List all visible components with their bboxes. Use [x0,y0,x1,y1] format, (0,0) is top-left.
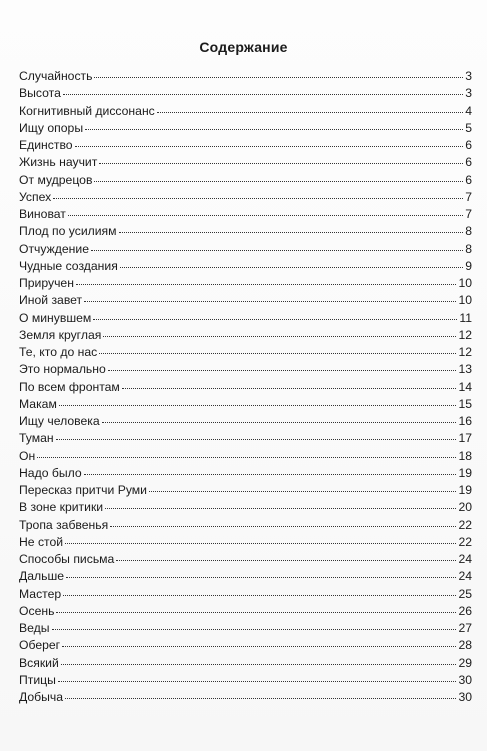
dot-leader [56,612,456,613]
dot-leader [66,577,456,578]
toc-entry [19,620,472,637]
toc-entry-title: От мудрецов [19,172,93,187]
toc-entry-title: Туман [19,431,54,446]
toc-entry [19,568,472,585]
toc-entry-title: Веды [19,621,50,635]
toc-entry-page: 9 [465,258,472,273]
dot-leader [68,215,463,216]
toc-entry-title: Не стой [19,534,64,549]
toc-entry-page: 6 [465,155,472,170]
toc-entry [19,241,472,258]
toc-entry [19,172,472,189]
toc-entry-title: Земля круглая [19,327,102,342]
page-title: Содержание [199,39,288,56]
toc-entry-page: 7 [465,207,472,221]
dot-leader [61,664,457,665]
toc-entry-title: Птицы [19,672,56,687]
dot-leader [84,301,456,302]
toc-entry-title: Плод по усилиям [19,224,117,239]
toc-entry-page: 29 [458,655,472,670]
dot-leader [63,595,456,596]
toc-entry-page: 3 [465,86,472,101]
toc-entry [19,258,472,275]
toc-entry [19,137,472,154]
toc-entry-title: Приручен [19,276,74,290]
toc-entry [19,275,472,292]
toc-entry-page: 10 [458,293,472,308]
dot-leader [122,388,457,389]
toc-entry-title: Способы письма [19,552,115,566]
toc-entry [19,637,472,654]
dot-leader [59,405,457,406]
dot-leader [63,94,463,95]
toc-entry [19,154,472,171]
toc-entry-page: 24 [458,552,472,566]
toc-entry [19,534,472,551]
toc-entry-title: Виноват [19,207,66,221]
dot-leader [56,439,457,440]
dot-leader [91,250,463,251]
toc-entry-page: 19 [458,465,472,480]
toc-entry-title: В зоне критики [19,500,104,515]
toc-entry-title: Высота [19,86,61,101]
toc-entry [19,189,472,206]
toc-entry-title: Осень [19,603,55,618]
dot-leader [65,698,456,699]
toc-entry-title: Макам [19,396,57,411]
toc-entry-title: Добыча [19,690,64,704]
toc-entry-page: 13 [458,362,472,377]
toc-entry [19,68,472,85]
toc-entry-page: 8 [465,241,472,256]
toc-entry [19,465,472,482]
toc-entry-page: 10 [458,276,472,290]
dot-leader [94,181,463,182]
dot-leader [62,646,456,647]
toc-entry-title: Тропа забвенья [19,517,109,532]
toc-entry-page: 26 [458,603,472,618]
dot-leader [85,129,463,130]
toc-entry [19,586,472,603]
toc-entry-title: Надо было [19,465,82,480]
toc-entry-title: Когнитивный диссонанс [19,103,155,118]
dot-leader [116,560,456,561]
toc-entry [19,672,472,689]
toc-entry-page: 25 [458,586,472,601]
toc-entry [19,430,472,447]
toc-entry-page: 12 [458,345,472,359]
toc-entry-title: Ищу человека [19,414,100,428]
toc-entry-title: Иной завет [19,293,83,308]
toc-entry-page: 12 [458,327,472,342]
dot-leader [105,508,456,509]
toc-entry-page: 18 [458,448,472,463]
toc-entry-page: 30 [458,672,472,687]
dot-leader [65,543,456,544]
toc-entry-title: Те, кто до нас [19,345,98,359]
toc-entry [19,689,472,706]
toc-entry-page: 27 [458,621,472,635]
toc-entry [19,361,472,378]
dot-leader [99,163,463,164]
dot-leader [157,112,463,113]
toc-entry [19,413,472,430]
toc-entry-page: 22 [458,534,472,549]
toc-entry [19,379,472,396]
toc-entry-title: Оберег [19,638,61,653]
toc-entry-title: Случайность [19,69,93,83]
toc-entry [19,103,472,120]
toc-entry-title: Чудные создания [19,258,118,273]
toc-entry-title: Жизнь научит [19,155,98,170]
toc-entry-title: Ищу опоры [19,120,84,135]
dot-leader [108,370,457,371]
toc-entry [19,448,472,465]
toc-entry-title: Дальше [19,569,65,584]
toc-entry-title: Это нормально [19,362,106,377]
dot-leader [75,146,464,147]
toc-entry [19,120,472,137]
dot-leader [120,267,463,268]
toc-entry-title: Единство [19,138,73,152]
dot-leader [94,77,463,78]
dot-leader [103,336,456,337]
toc-entry [19,551,472,568]
toc-entry [19,206,472,223]
toc-entry-title: Отчуждение [19,241,90,256]
toc-entry-page: 3 [465,69,472,83]
toc-entry [19,396,472,413]
toc-entry-page: 7 [465,189,472,204]
table-of-contents [19,68,472,706]
dot-leader [93,319,457,320]
toc-entry [19,344,472,361]
toc-entry-title: Успех [19,189,52,204]
dot-leader [52,629,457,630]
toc-entry-title: Он [19,448,36,463]
toc-entry-page: 24 [458,569,472,584]
toc-entry [19,310,472,327]
toc-entry [19,482,472,499]
toc-entry-title: По всем фронтам [19,379,120,394]
toc-entry-page: 16 [458,414,472,428]
toc-entry-page: 6 [465,138,472,152]
toc-entry-page: 11 [459,310,472,325]
toc-entry-page: 22 [458,517,472,532]
toc-entry [19,327,472,344]
toc-entry-page: 30 [458,690,472,704]
toc-entry-page: 8 [465,224,472,239]
dot-leader [99,353,456,354]
dot-leader [37,457,456,458]
toc-entry-title: Пересказ притчи Руми [19,483,147,497]
toc-entry-page: 20 [458,500,472,515]
dot-leader [58,681,457,682]
dot-leader [110,526,456,527]
dot-leader [149,491,456,492]
toc-entry-page: 6 [465,172,472,187]
toc-entry-page: 17 [458,431,472,446]
dot-leader [119,232,464,233]
toc-entry [19,517,472,534]
toc-entry-page: 15 [458,396,472,411]
toc-entry-page: 28 [458,638,472,653]
dot-leader [102,422,457,423]
toc-entry [19,603,472,620]
toc-entry [19,85,472,102]
toc-entry-page: 14 [458,379,472,394]
toc-entry-page: 5 [465,120,472,135]
toc-entry [19,499,472,516]
toc-entry-page: 19 [458,483,472,497]
dot-leader [84,474,457,475]
toc-entry-title: О минувшем [19,310,92,325]
toc-entry [19,292,472,309]
dot-leader [53,198,463,199]
toc-entry-page: 4 [465,103,472,118]
toc-entry-title: Всякий [19,655,59,670]
toc-entry [19,655,472,672]
dot-leader [76,284,456,285]
toc-entry-title: Мастер [19,586,62,601]
toc-entry [19,223,472,240]
